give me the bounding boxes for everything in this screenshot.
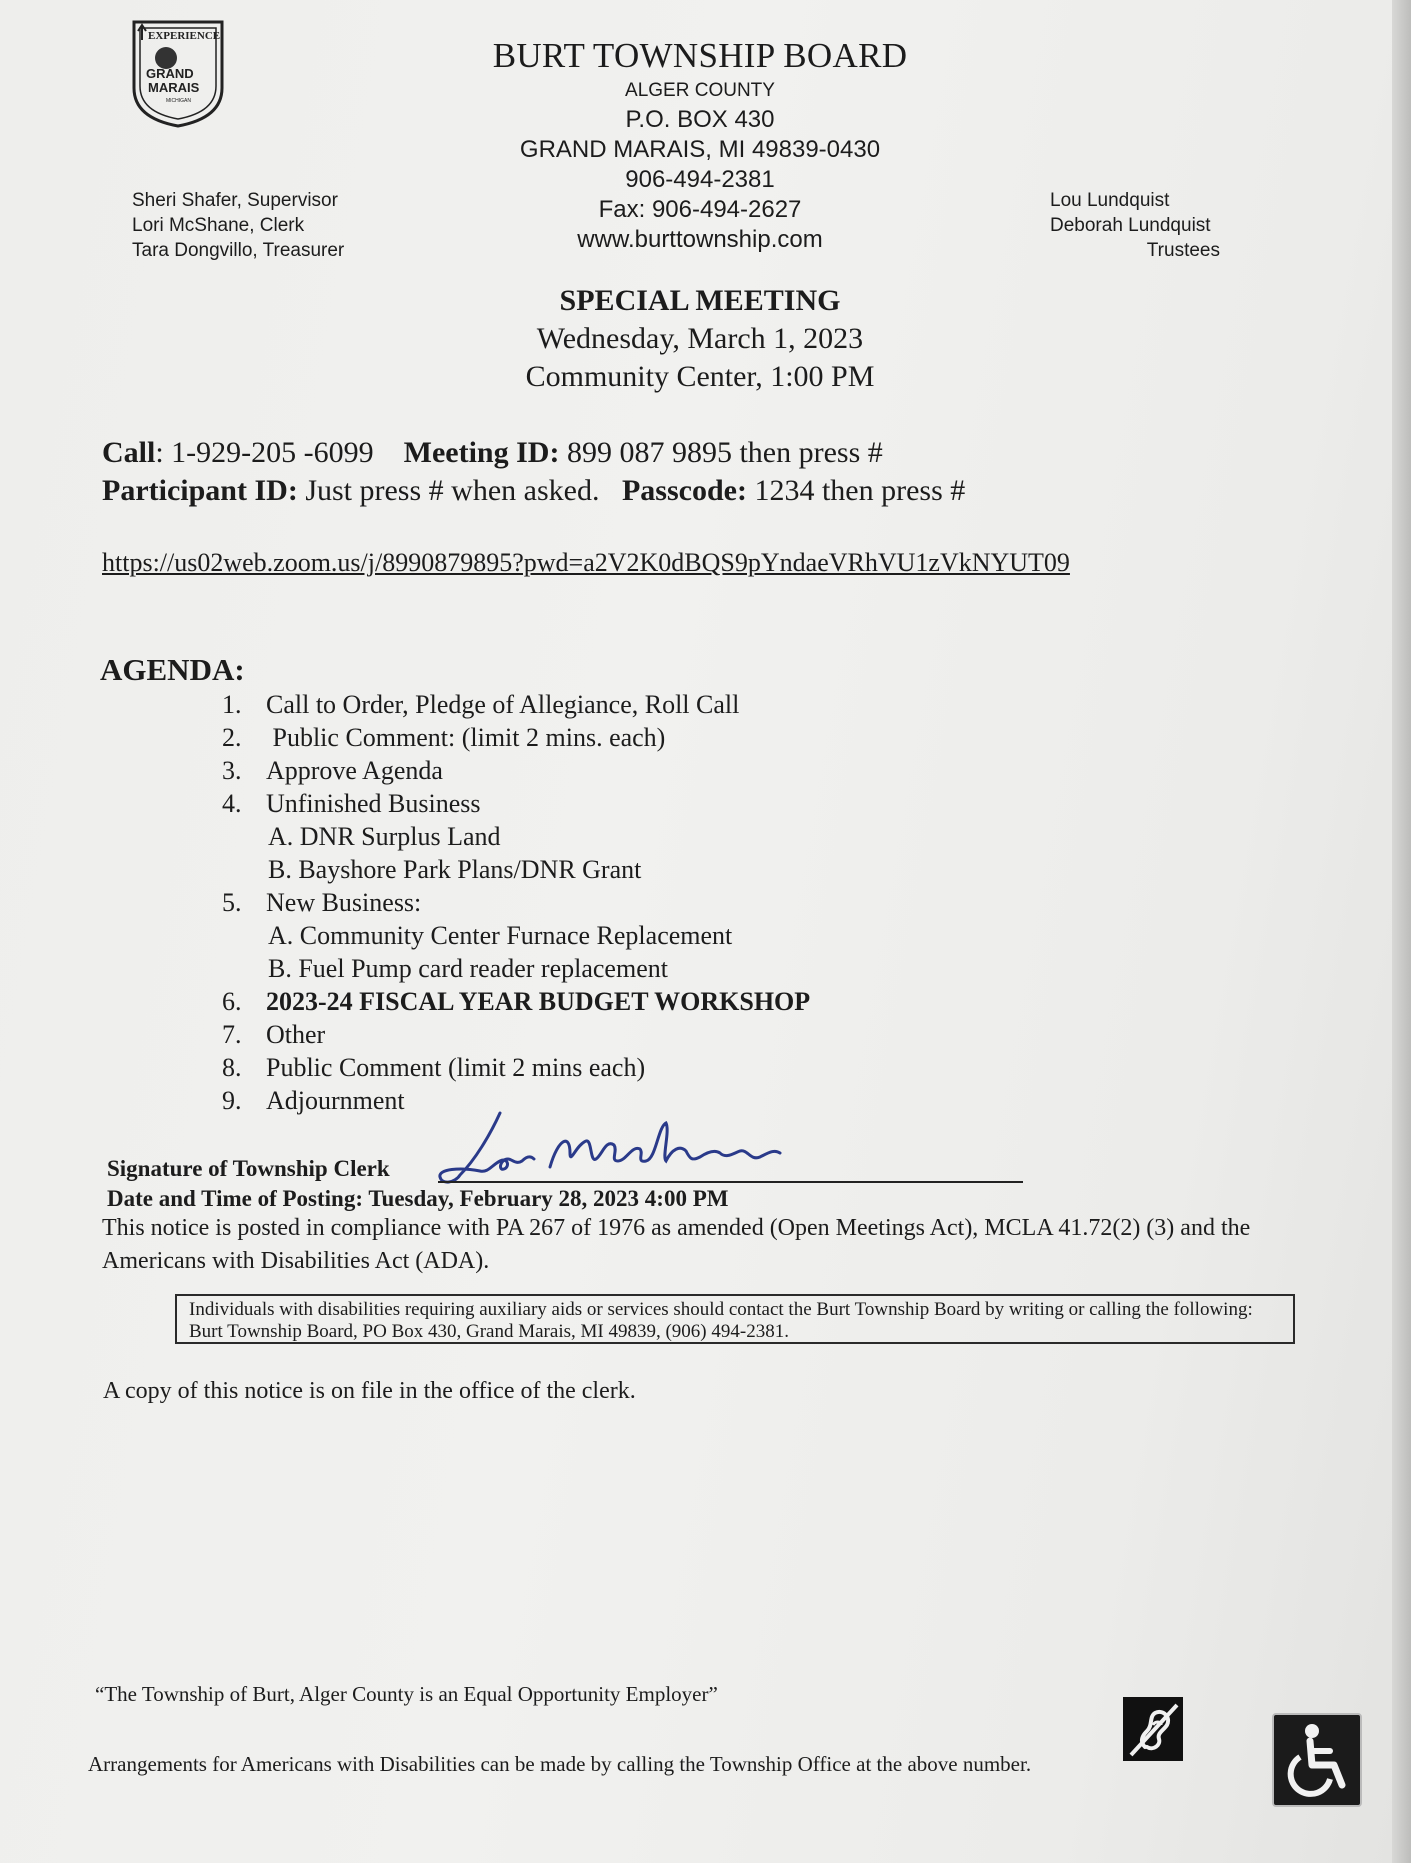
agenda-item-number: 3. [222,756,242,785]
call-number: : 1-929-205 -6099 [155,436,374,469]
agenda-heading: AGENDA: [100,652,245,687]
website-link[interactable]: www.burttownship.com [577,226,823,253]
city-address: GRAND MARAIS, MI 49839-0430 [519,136,881,163]
agenda-subitem: B. Bayshore Park Plans/DNR Grant [268,855,642,884]
background-edge [1392,0,1411,1863]
meeting-date: Wednesday, March 1, 2023 [536,322,864,355]
passcode-label: Passcode: [621,474,747,507]
board-title: BURT TOWNSHIP BOARD [492,36,908,75]
agenda-item-text: New Business: [266,888,422,917]
agenda-item [222,787,810,820]
agenda-item [222,754,810,787]
agenda-subitem: A. Community Center Furnace Replacement [268,921,733,950]
officer-supervisor: Sheri Shafer, Supervisor [132,190,338,211]
ada-notice-box: Individuals with disabilities requiring auxiliary aids or services should contact the Burt Township Board by writing or calling the following: Burt Township Board, PO Box 430, Grand Marais, MI 49839, (906) 494-2381. [175,1294,1295,1344]
agenda-item [222,1051,810,1084]
trustees-label: Trustees [1146,240,1220,261]
participant-label: Participant ID: [102,474,298,507]
equal-opportunity-statement: “The Township of Burt, Alger County is an Equal Opportunity Employer” [95,1682,718,1706]
agenda-item-text: Public Comment: (limit 2 mins. each) [266,723,666,752]
phone-number: 906-494-2381 [625,166,775,193]
fax-number: Fax: 906-494-2627 [598,196,802,223]
logo-main-text-2: MARAIS [148,80,200,95]
logo-main-text-1: GRAND [146,66,194,81]
agenda-subitem: B. Fuel Pump card reader replacement [268,954,668,983]
agenda-item [222,721,810,754]
posting-date: Date and Time of Posting: Tuesday, February 28, 2023 4:00 PM [107,1186,729,1211]
agenda-item-text: Adjournment [266,1086,405,1115]
agenda-item-number: 6. [222,987,242,1016]
agenda-item-text: Call to Order, Pledge of Allegiance, Roll Call [266,690,740,719]
officer-treasurer: Tara Dongvillo, Treasurer [132,240,345,261]
agenda-item [222,886,810,919]
call-label: Call [102,436,156,469]
county-name: ALGER COUNTY [625,80,775,101]
agenda-item-number: 7. [222,1020,242,1049]
wheelchair-accessible-icon [1272,1713,1362,1807]
compliance-notice: This notice is posted in compliance with PA 267 of 1976 as amended (Open Meetings Act), MCLA 41.72(2) (3) and the Americans with Disabilities Act (ADA). [102,1215,1251,1274]
meeting-id-label: Meeting ID: [403,436,560,469]
agenda-item-text: Unfinished Business [266,789,481,818]
agenda-item [222,1018,810,1051]
meeting-location: Community Center, 1:00 PM [525,360,875,393]
officers-list [132,188,344,263]
signature-label: Signature of Township Clerk [107,1156,390,1181]
agenda-item-number: 4. [222,789,242,818]
trustees-list [1050,188,1220,263]
copy-on-file-note: A copy of this notice is on file in the office of the clerk. [103,1378,636,1404]
trustee-name: Lou Lundquist [1050,190,1170,211]
meeting-title: SPECIAL MEETING [559,284,841,317]
agenda-item-number: 9. [222,1086,242,1115]
officer-clerk: Lori McShane, Clerk [132,215,305,236]
signature-line [438,1181,1023,1183]
participant-value: Just press # when asked. [305,474,600,507]
agenda-list [222,688,810,1117]
ada-arrangements-note: Arrangements for Americans with Disabilities can be made by calling the Township Office at the above number. [88,1752,1032,1776]
logo-top-text: EXPERIENCE [148,30,221,42]
agenda-item-number: 1. [222,690,242,719]
agenda-item-number: 2. [222,723,242,752]
agenda-item-text: Approve Agenda [266,756,443,785]
agenda-item-text: Public Comment (limit 2 mins each) [266,1053,646,1082]
participant-row [102,474,965,508]
agenda-item [222,985,810,1018]
agenda-item [222,688,810,721]
agenda-subitem: A. DNR Surplus Land [268,822,501,851]
po-box: P.O. BOX 430 [625,106,775,133]
trustee-name: Deborah Lundquist [1050,215,1211,236]
agenda-item-text: Other [266,1020,326,1049]
hearing-assistance-icon [1123,1697,1183,1761]
meeting-id-value: 899 087 9895 then press # [566,436,883,469]
zoom-meeting-link[interactable]: https://us02web.zoom.us/j/8990879895?pwd=a2V2K0dBQS9pYndaeVRhVU1zVkNYUT09 [102,548,1070,577]
logo-sub-text: MICHIGAN [166,98,191,104]
agenda-item-number: 8. [222,1053,242,1082]
call-info-row [102,436,883,470]
agenda-item-number: 5. [222,888,242,917]
passcode-value: 1234 then press # [754,474,966,507]
agenda-item-text: 2023-24 FISCAL YEAR BUDGET WORKSHOP [266,987,811,1016]
grand-marais-logo [128,18,228,130]
